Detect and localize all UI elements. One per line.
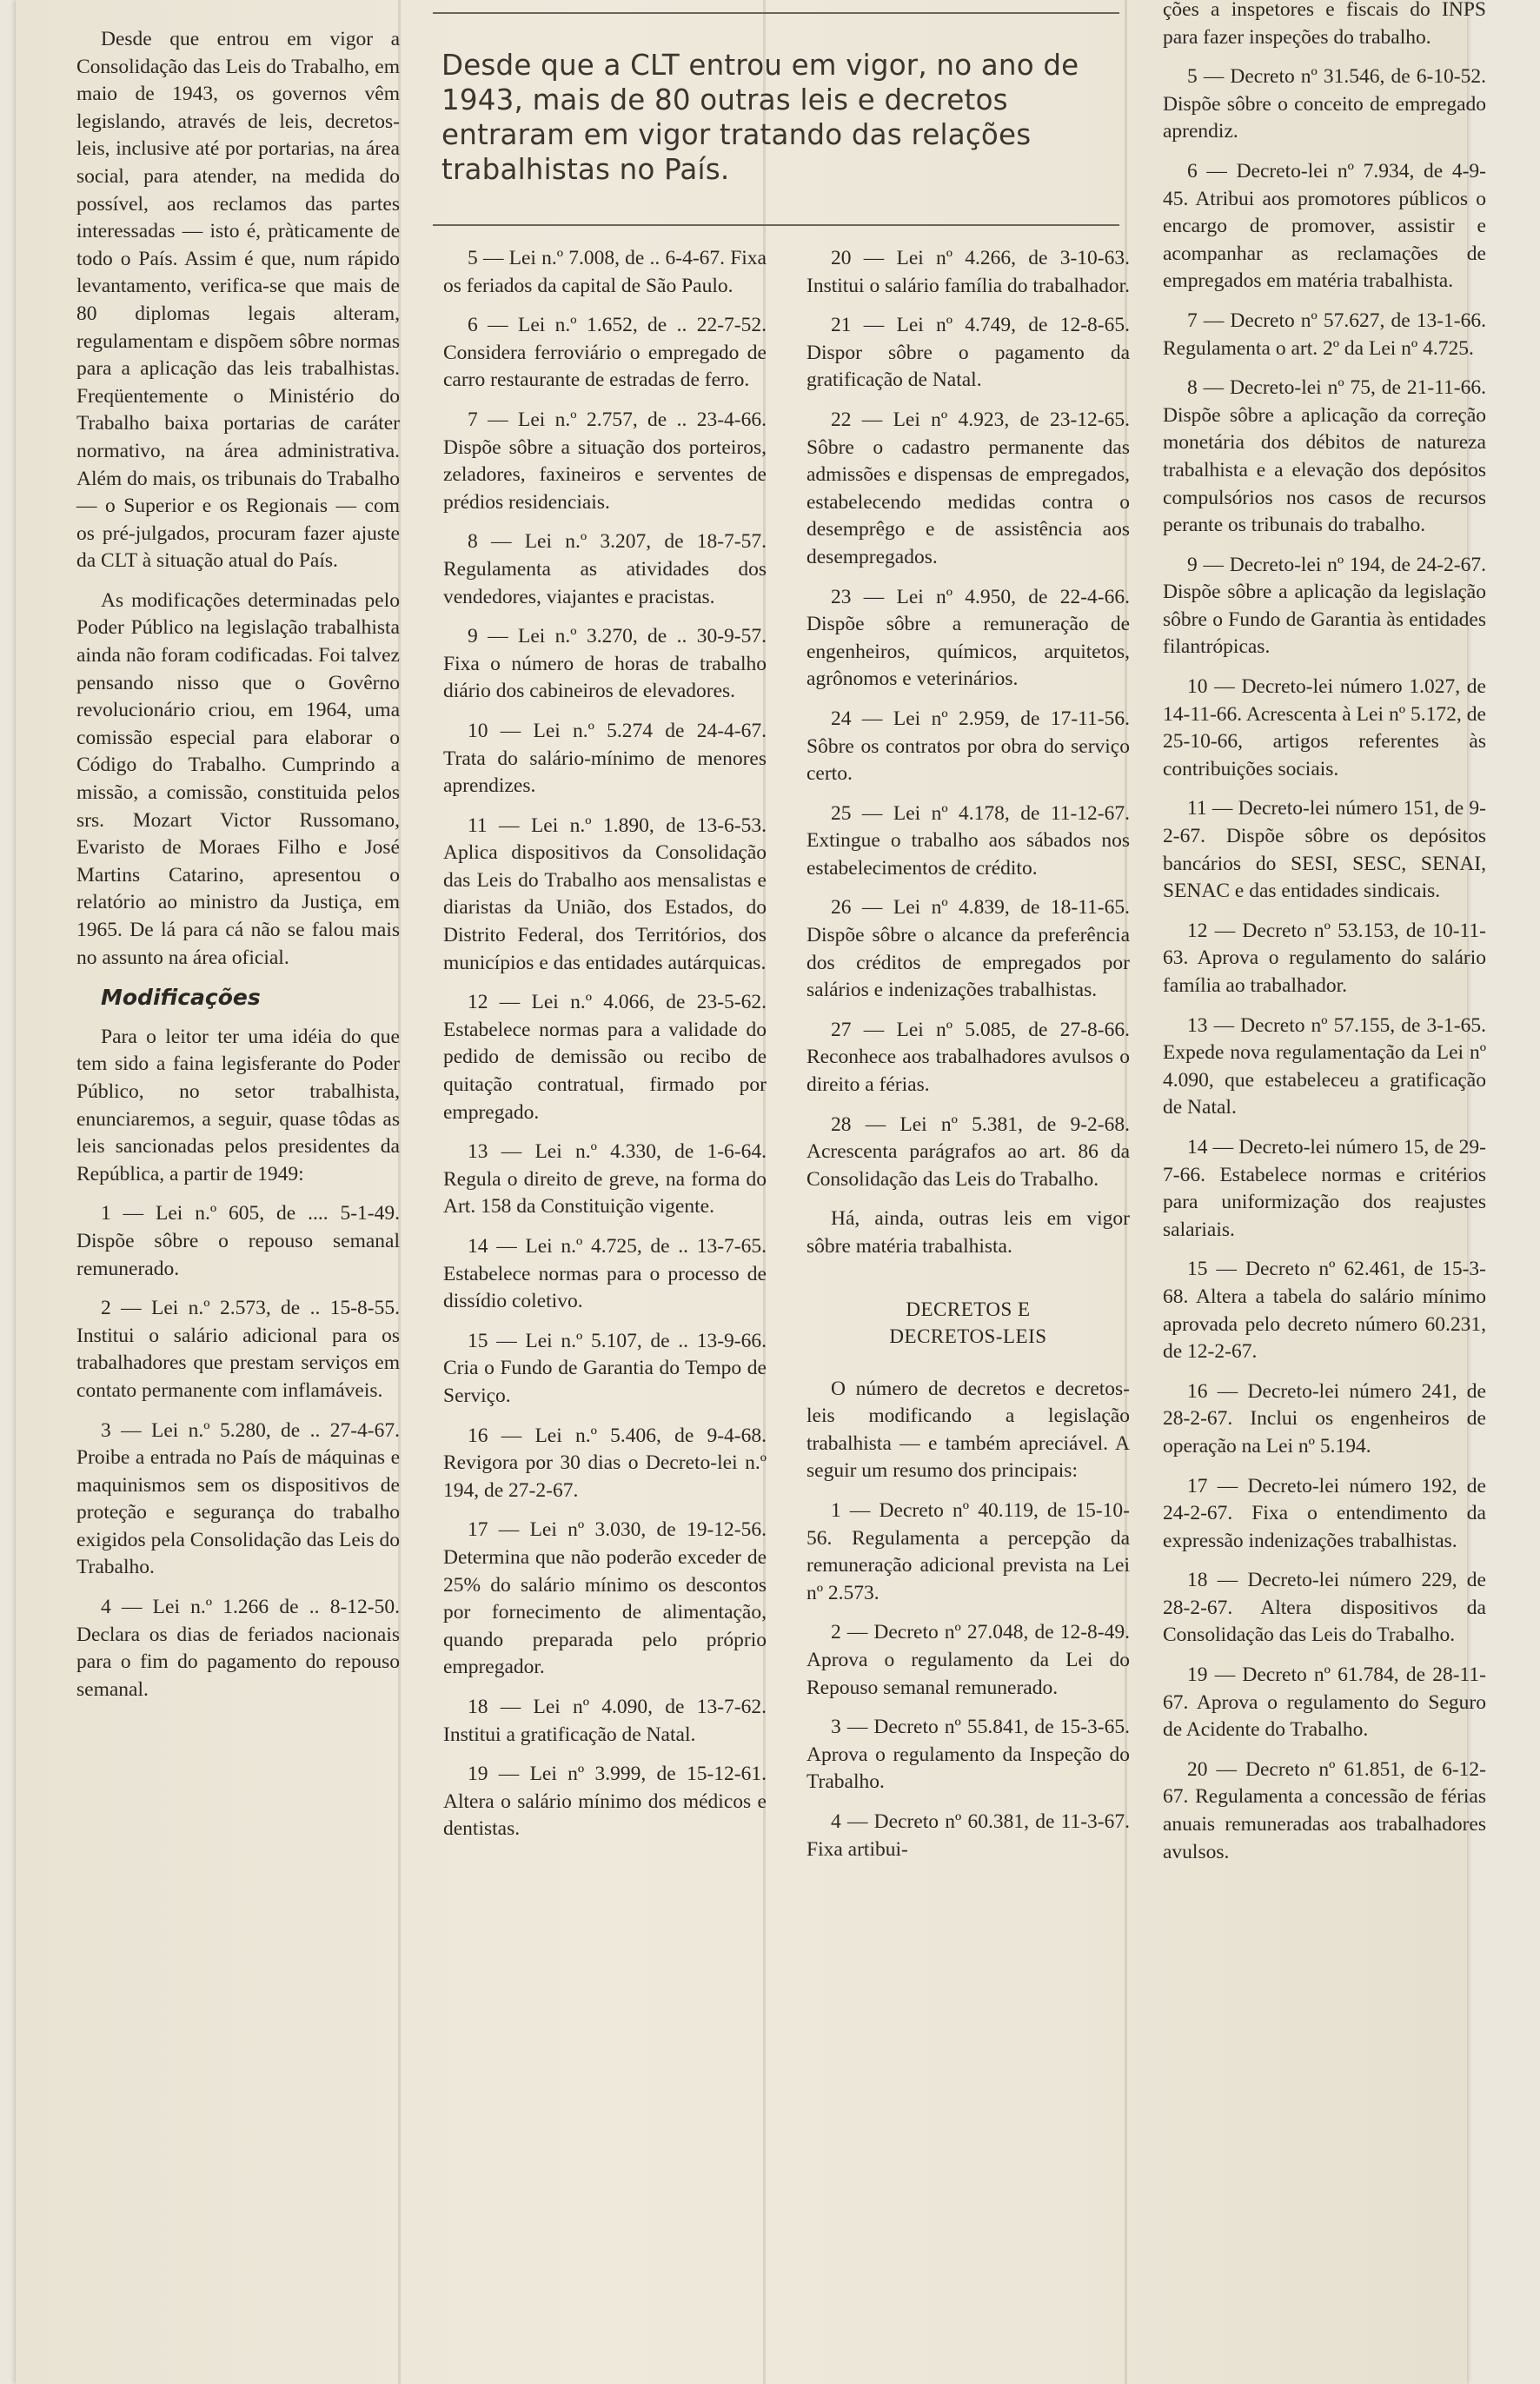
column-1 xyxy=(76,26,400,1716)
list-item: 11 — Decreto-lei número 151, de 9-2-67. Dispõe sôbre os depósitos bancários do SESI, SESC, SENAI, SENAC e das entidades sindicais. xyxy=(1163,797,1486,903)
list-item: 7 — Decreto nº 57.627, de 13-1-66. Regulamenta o art. 2º da Lei nº 4.725. xyxy=(1163,309,1486,360)
list-item: 17 — Decreto-lei número 192, de 24-2-67. Fixa o entendimento da expressão indenizações trabalhistas. xyxy=(1163,1474,1486,1552)
subheading: Modificações xyxy=(101,985,261,1011)
list-item: 8 — Lei n.º 3.207, de 18-7-57. Regulamenta as atividades dos vendedores, viajantes e pracistas. xyxy=(443,530,767,608)
list-item: 9 — Decreto-lei nº 194, de 24-2-67. Dispõe sôbre a aplicação da legislação sôbre o Fundo de Garantia às entidades filantrópicas. xyxy=(1163,553,1486,659)
list-item: 22 — Lei nº 4.923, de 23-12-65. Sôbre o cadastro permanente das admissões e dispensas de empregados, estabelecendo medidas contra o desemprêgo e de assistência aos desempregados. xyxy=(807,408,1130,568)
list-item: 28 — Lei nº 5.381, de 9-2-68. Acrescenta parágrafos ao art. 86 da Consolidação das Leis do Trabalho. xyxy=(807,1112,1130,1191)
list-item: 12 — Decreto nº 53.153, de 10-11-63. Aprova o regulamento do salário família ao trabalhador. xyxy=(1163,919,1486,997)
list-item: 19 — Decreto nº 61.784, de 28-11-67. Aprova o regulamento do Seguro de Acidente do Trabalho. xyxy=(1163,1663,1486,1742)
list-item: 4 — Lei n.º 1.266 de .. 8-12-50. Declara os dias de feriados nacionais para o fim do pagamento do repouso semanal. xyxy=(76,1596,400,1701)
column-4 xyxy=(1163,0,1486,1878)
list-item: 25 — Lei nº 4.178, de 11-12-67. Extingue o trabalho aos sábados nos estabelecimentos de crédito. xyxy=(807,801,1130,880)
headline: Desde que a CLT entrou em vigor, no ano de 1943, mais de 80 outras leis e decretos entraram em vigor tratando das relações trabalhistas no País. xyxy=(441,49,1079,186)
list-item: 12 — Lei n.º 4.066, de 23-5-62. Estabelece normas para a validade do pedido de demissão ou recibo de quitação contratual, firmado por empregado. xyxy=(443,991,767,1124)
section-title-line: DECRETOS-LEIS xyxy=(889,1325,1047,1347)
list-item: 6 — Decreto-lei nº 7.934, de 4-9-45. Atribui aos promotores públicos o encargo de promover, assistir e acompanhar as reclamações de empregados em matéria trabalhista. xyxy=(1163,159,1486,293)
list-item: 15 — Decreto nº 62.461, de 15-3-68. Altera a tabela do salário mínimo aprovada pelo decreto número 60.231, de 12-2-67. xyxy=(1163,1258,1486,1364)
list-item: 16 — Decreto-lei número 241, de 28-2-67. Inclui os engenheiros de operação na Lei nº 5.194. xyxy=(1163,1379,1486,1458)
newspaper-clipping xyxy=(16,0,1486,2384)
list-item: 18 — Lei nº 4.090, de 13-7-62. Institui a gratificação de Natal. xyxy=(443,1695,767,1746)
list-item: 20 — Lei nº 4.266, de 3-10-63. Institui o salário família do trabalhador. xyxy=(807,247,1130,297)
list-item: 15 — Lei n.º 5.107, de .. 13-9-66. Cria o Fundo de Garantia do Tempo de Serviço. xyxy=(443,1329,767,1407)
list-item: 20 — Decreto nº 61.851, de 6-12-67. Regulamenta a concessão de férias anuais remuneradas aos trabalhadores avulsos. xyxy=(1163,1757,1486,1863)
list-item: 3 — Decreto nº 55.841, de 15-3-65. Aprova o regulamento da Inspeção do Trabalho. xyxy=(807,1716,1130,1794)
list-item: 19 — Lei nº 3.999, de 15-12-61. Altera o salário mínimo dos médicos e dentistas. xyxy=(443,1763,767,1841)
list-item: 8 — Decreto-lei nº 75, de 21-11-66. Dispõe sôbre a aplicação da correção monetária dos débitos de natureza trabalhista e a elevação dos depósitos compulsórios nos casos de recursos perante os tribunais do trabalho. xyxy=(1163,376,1486,537)
list-item: 1 — Decreto nº 40.119, de 15-10-56. Regulamenta a percepção da remuneração adicional prevista na Lei nº 2.573. xyxy=(807,1498,1130,1604)
list-item: 24 — Lei nº 2.959, de 17-11-56. Sôbre os contratos por obra do serviço certo. xyxy=(807,707,1130,786)
list-item: 27 — Lei nº 5.085, de 27-8-66. Reconhece aos trabalhadores avulsos o direito a férias. xyxy=(807,1018,1130,1097)
paragraph: Para o leitor ter uma idéia do que tem sido a faina legisferante do Poder Público, no setor trabalhista, enunciaremos, a seguir, quase tôdas as leis sancionadas pelos presidentes da República, a partir de 1949: xyxy=(76,1025,400,1185)
list-item: 14 — Lei n.º 4.725, de .. 13-7-65. Estabelece normas para o processo de dissídio coletivo. xyxy=(443,1235,767,1313)
list-item: 10 — Lei n.º 5.274 de 24-4-67. Trata do salário-mínimo de menores aprendizes. xyxy=(443,719,767,798)
list-item: 2 — Decreto nº 27.048, de 12-8-49. Aprova o regulamento da Lei do Repouso semanal remunerado. xyxy=(807,1621,1130,1699)
list-item: 9 — Lei n.º 3.270, de .. 30-9-57. Fixa o número de horas de trabalho diário dos cabineiros de elevadores. xyxy=(443,625,767,703)
paragraph: ções a inspetores e fiscais do INPS para fazer inspeções do trabalho. xyxy=(1163,0,1486,49)
list-item: 3 — Lei n.º 5.280, de .. 27-4-67. Proibe a entrada no País de máquinas e maquinismos sem os dispositivos de proteção e segurança do trabalho exigidos pela Consolidação das Leis do Trabalho. xyxy=(76,1418,400,1579)
list-item: 1 — Lei n.º 605, de .... 5-1-49. Dispõe sôbre o repouso semanal remunerado. xyxy=(76,1202,400,1280)
paragraph: Há, ainda, outras leis em vigor sôbre matéria trabalhista. xyxy=(807,1207,1130,1258)
headline-top-rule xyxy=(433,12,1119,14)
list-item: 14 — Decreto-lei número 15, de 29-7-66. Estabelece normas e critérios para uniformização dos reajustes salariais. xyxy=(1163,1135,1486,1241)
list-item: 5 — Decreto nº 31.546, de 6-10-52. Dispõe sôbre o conceito de empregado aprendiz. xyxy=(1163,65,1486,143)
list-item: 2 — Lei n.º 2.573, de .. 15-8-55. Institui o salário adicional para os trabalhadores que prestam serviços em contato permanente com inflamáveis. xyxy=(76,1297,400,1402)
list-item: 11 — Lei n.º 1.890, de 13-6-53. Aplica dispositivos da Consolidação das Leis do Trabalho aos mensalistas e diaristas da União, dos Estados, do Distrito Federal, dos Territórios, dos municípios e das entidades autárquicas. xyxy=(443,813,767,974)
list-item: 6 — Lei n.º 1.652, de .. 22-7-52. Considera ferroviário o empregado de carro restaurante de estradas de ferro. xyxy=(443,314,767,392)
section-title xyxy=(807,1296,1130,1350)
column-2 xyxy=(443,245,767,1856)
list-item: 23 — Lei nº 4.950, de 22-4-66. Dispõe sôbre a remuneração de engenheiros, químicos, arquitetos, agrônomos e veterinários. xyxy=(807,585,1130,691)
column-3 xyxy=(807,245,1130,1876)
headline-bottom-rule xyxy=(433,224,1119,226)
list-item: 5 — Lei n.º 7.008, de .. 6-4-67. Fixa os feriados da capital de São Paulo. xyxy=(443,247,767,297)
section-title-line: DECRETOS E xyxy=(906,1298,1031,1320)
list-item: 4 — Decreto nº 60.381, de 11-3-67. Fixa artibui- xyxy=(807,1810,1130,1861)
list-item: 13 — Decreto nº 57.155, de 3-1-65. Expede nova regulamentação da Lei nº 4.090, que estabeleceu a gratificação de Natal. xyxy=(1163,1013,1486,1119)
list-item: 21 — Lei nº 4.749, de 12-8-65. Dispor sôbre o pagamento da gratificação de Natal. xyxy=(807,314,1130,392)
paragraph: As modificações determinadas pelo Poder Público na legislação trabalhista ainda não foram codificadas. Foi talvez pensando nisso que o Govêrno revolucionário criou, em 1964, uma comissão especial para elaborar o Código do Trabalho. Cumprindo a missão, a comissão, constituida pelos srs. Mozart Victor Russomano, Evaristo de Moraes Filho e José Martins Catarino, apresentou o relatório ao ministro da Justiça, em 1965. De lá para cá não se falou mais no assunto na área oficial. xyxy=(76,588,400,969)
list-item: 13 — Lei n.º 4.330, de 1-6-64. Regula o direito de greve, na forma do Art. 158 da Constituição vigente. xyxy=(443,1140,767,1219)
list-item: 17 — Lei nº 3.030, de 19-12-56. Determina que não poderão exceder de 25% do salário mínimo os descontos por fornecimento de alimentação, quando preparada pelo próprio empregador. xyxy=(443,1518,767,1679)
list-item: 18 — Decreto-lei número 229, de 28-2-67. Altera dispositivos da Consolidação das Leis do Trabalho. xyxy=(1163,1569,1486,1647)
paragraph: Desde que entrou em vigor a Consolidação das Leis do Trabalho, em maio de 1943, os governos vêm legislando, através de leis, decretos-leis, inclusive até por portarias, na área social, para atender, na medida do possível, aos reclamos das partes interessadas — isto é, pràticamente de todo o País. Assim é que, num rápido levantamento, verifica-se que mais de 80 diplomas legais alteram, regulamentam e dispõem sôbre normas para a aplicação das leis trabalhistas. Freqüentemente o Ministério do Trabalho baixa portarias de caráter normativo, na área administrativa. Além do mais, os tribunais do Trabalho — o Superior e os Regionais — com os pré-julgados, procuram fazer ajuste da CLT à situação atual do País. xyxy=(76,28,400,573)
paragraph: O número de decretos e decretos-leis modificando a legislação trabalhista — e também apreciável. A seguir um resumo dos principais: xyxy=(807,1377,1130,1483)
list-item: 26 — Lei nº 4.839, de 18-11-65. Dispõe sôbre o alcance da preferência dos créditos de empregados por salários e indenizações trabalhistas. xyxy=(807,896,1130,1002)
list-item: 7 — Lei n.º 2.757, de .. 23-4-66. Dispõe sôbre a situação dos porteiros, zeladores, faxineiros e serventes de prédios residenciais. xyxy=(443,408,767,514)
list-item: 10 — Decreto-lei número 1.027, de 14-11-66. Acrescenta à Lei nº 5.172, de 25-10-66, artigos referentes às contribuições sociais. xyxy=(1163,675,1486,780)
list-item: 16 — Lei n.º 5.406, de 9-4-68. Revigora por 30 dias o Decreto-lei n.º 194, de 27-2-67. xyxy=(443,1424,767,1502)
